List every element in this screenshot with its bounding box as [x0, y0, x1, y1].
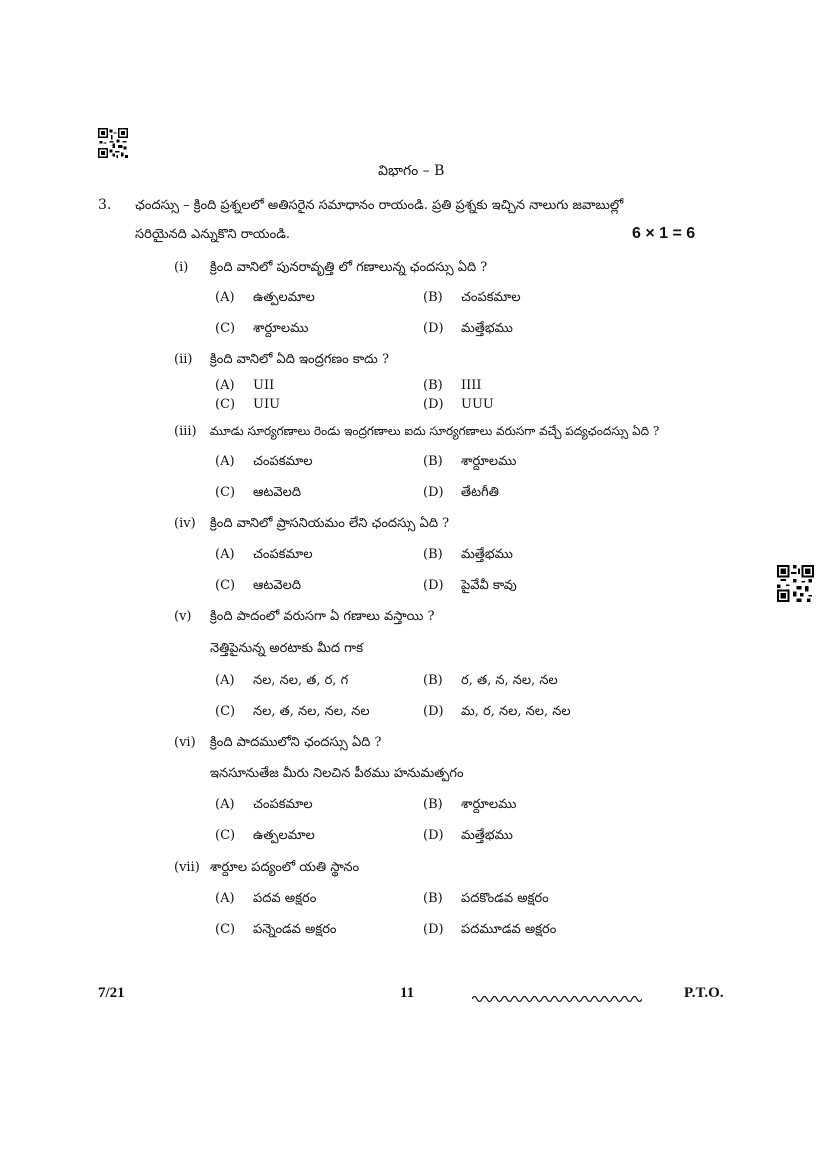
- option-text: పదవ అక్షరం: [253, 891, 317, 906]
- option-letter: (B): [423, 378, 443, 393]
- question-text: శార్దూల పద్యంలో యతి స్థానం: [210, 860, 360, 875]
- option-text: పదకొండవ అక్షరం: [461, 891, 549, 906]
- option-vii-d: [423, 922, 556, 940]
- option-letter: (A): [215, 673, 235, 688]
- question-text: క్రింది వానిలో ఏది ఇంద్రగణం కాదు ?: [210, 352, 389, 367]
- option-text: పదమూడవ అక్షరం: [461, 922, 557, 937]
- question-numeral: (vii): [174, 860, 200, 875]
- option-letter: (B): [423, 673, 443, 688]
- question-i: [174, 260, 487, 278]
- option-ii-d: [423, 397, 494, 412]
- question-iv: [174, 516, 449, 534]
- question-number: 3.: [98, 197, 112, 213]
- option-letter: (B): [423, 891, 443, 906]
- option-text: నల, నల, త, ర, గ: [253, 673, 349, 688]
- question-numeral: (i): [174, 260, 189, 275]
- option-text: UUU: [461, 397, 494, 412]
- option-letter: (C): [215, 578, 236, 593]
- marks-label: 6 × 1 = 6: [632, 225, 696, 242]
- question-ii: [174, 352, 389, 370]
- page-number: 11: [400, 985, 415, 1001]
- option-vi-d: [423, 828, 513, 846]
- instruction-line-1: ఛందస్సు – క్రింది ప్రశ్నలలో అతిసరైన సమాధానం రాయండి. ప్రతి ప్రశ్నకు ఇచ్చిన నాలుగు జవాబుల్లో: [135, 198, 624, 213]
- option-letter: (A): [215, 378, 235, 393]
- option-letter: (D): [423, 704, 444, 719]
- option-text: చంపకమాల: [253, 454, 313, 469]
- option-letter: (C): [215, 321, 236, 336]
- option-iii-c: [215, 485, 301, 503]
- option-vi-c: [215, 828, 315, 846]
- option-text: ఆటవెలది: [253, 578, 302, 593]
- question-v-line: నెత్తిపైనున్న అరటాకు మీద గాక: [210, 641, 364, 656]
- option-iv-c: [215, 578, 301, 596]
- option-text: ఆటవెలది: [253, 485, 302, 500]
- question-text: క్రింది పాదములోని ఛందస్సు ఏది ?: [210, 735, 382, 750]
- question-numeral: (iii): [174, 424, 197, 439]
- paper-code: 7/21: [98, 985, 125, 1001]
- option-letter: (C): [215, 922, 236, 937]
- option-letter: (A): [215, 454, 235, 469]
- question-numeral: (vi): [174, 735, 196, 750]
- option-v-c: [215, 704, 370, 722]
- option-vii-b: [423, 891, 549, 909]
- question-numeral: (iv): [174, 516, 196, 531]
- option-vii-a: [215, 891, 316, 909]
- option-text: UII: [253, 378, 275, 393]
- option-letter: (B): [423, 290, 443, 305]
- option-letter: (C): [215, 485, 236, 500]
- question-text: క్రింది వానిలో ప్రాసనియమం లేని ఛందస్సు ఏది ?: [210, 516, 450, 531]
- option-iii-a: [215, 454, 313, 472]
- option-letter: (C): [215, 828, 236, 843]
- option-text: చంపకమాల: [253, 797, 313, 812]
- option-iii-b: [423, 454, 516, 472]
- question-text: మూడు సూర్యగణాలు రెండు ఇంద్రగణాలు ఐదు సూర్యగణాలు వరుసగా వచ్చే పద్యఛందస్సు ఏది ?: [210, 424, 660, 438]
- option-text: శార్దూలము: [461, 797, 517, 812]
- question-vii: [174, 860, 359, 878]
- option-letter: (D): [423, 321, 444, 336]
- question-iii: [174, 424, 734, 441]
- option-text: శార్దూలము: [461, 454, 517, 469]
- option-letter: (D): [423, 828, 444, 843]
- qr-code-right-margin: [777, 565, 814, 602]
- option-letter: (A): [215, 547, 235, 562]
- option-text: చంపకమాల: [253, 547, 313, 562]
- option-iii-d: [423, 485, 499, 503]
- option-letter: (D): [423, 397, 444, 412]
- option-iv-b: [423, 547, 513, 565]
- option-text: ర, త, న, నల, నల: [461, 673, 558, 688]
- option-v-b: [423, 673, 558, 691]
- option-i-d: [423, 321, 513, 339]
- option-text: IIII: [461, 378, 482, 393]
- option-letter: (C): [215, 397, 236, 412]
- option-text: మత్తేభము: [461, 828, 513, 843]
- option-text: తేటగీతి: [461, 485, 499, 500]
- question-vi: [174, 735, 381, 753]
- option-v-a: [215, 673, 348, 691]
- option-i-b: [423, 290, 521, 308]
- option-vi-b: [423, 797, 516, 815]
- option-vii-c: [215, 922, 337, 940]
- option-vi-a: [215, 797, 313, 815]
- option-letter: (A): [215, 290, 235, 305]
- option-text: మత్తేభము: [461, 321, 513, 336]
- question-text: క్రింది పాదంలో వరుసగా ఏ గణాలు వస్తాయి ?: [210, 609, 435, 624]
- option-i-c: [215, 321, 308, 339]
- option-ii-b: [423, 378, 482, 393]
- option-letter: (A): [215, 797, 235, 812]
- option-letter: (B): [423, 797, 443, 812]
- option-text: ఉత్పలమాల: [253, 290, 315, 305]
- question-text: క్రింది వానిలో పునరావృత్తి లో గణాలున్న ఛందస్సు ఏది ?: [210, 260, 488, 275]
- option-text: మ, ర, నల, నల, నల: [461, 704, 571, 719]
- option-letter: (C): [215, 704, 236, 719]
- option-iv-a: [215, 547, 313, 565]
- question-numeral: (v): [174, 609, 192, 624]
- question-v: [174, 609, 434, 627]
- option-text: పన్నెండవ అక్షరం: [253, 922, 337, 937]
- option-ii-a: [215, 378, 274, 393]
- please-turn-over: P.T.O.: [684, 985, 724, 1001]
- option-letter: (A): [215, 891, 235, 906]
- option-text: మత్తేభము: [461, 547, 513, 562]
- option-letter: (D): [423, 922, 444, 937]
- question-vi-line: ఇనసూనుతేజ మీరు నిలచిన పీఠము హనుమత్పగం: [210, 766, 464, 781]
- option-text: నల, త, నల, నల, నల: [253, 704, 370, 719]
- option-text: UIU: [253, 397, 281, 412]
- option-text: చంపకమాల: [461, 290, 521, 305]
- section-title: విభాగం – B: [378, 163, 445, 179]
- option-iv-d: [423, 578, 517, 596]
- option-letter: (B): [423, 547, 443, 562]
- question-numeral: (ii): [174, 352, 193, 367]
- option-v-d: [423, 704, 571, 722]
- option-text: శార్దూలము: [253, 321, 309, 336]
- option-letter: (B): [423, 454, 443, 469]
- qr-code-top-left: [98, 128, 128, 158]
- option-letter: (D): [423, 578, 444, 593]
- option-i-a: [215, 290, 315, 308]
- wavy-line-divider: [472, 990, 642, 1002]
- instruction-line-2: సరియైనది ఎన్నుకొని రాయండి.: [135, 227, 290, 242]
- option-ii-c: [215, 397, 280, 412]
- option-text: పైవేవీ కావు: [461, 578, 517, 593]
- option-letter: (D): [423, 485, 444, 500]
- option-text: ఉత్పలమాల: [253, 828, 315, 843]
